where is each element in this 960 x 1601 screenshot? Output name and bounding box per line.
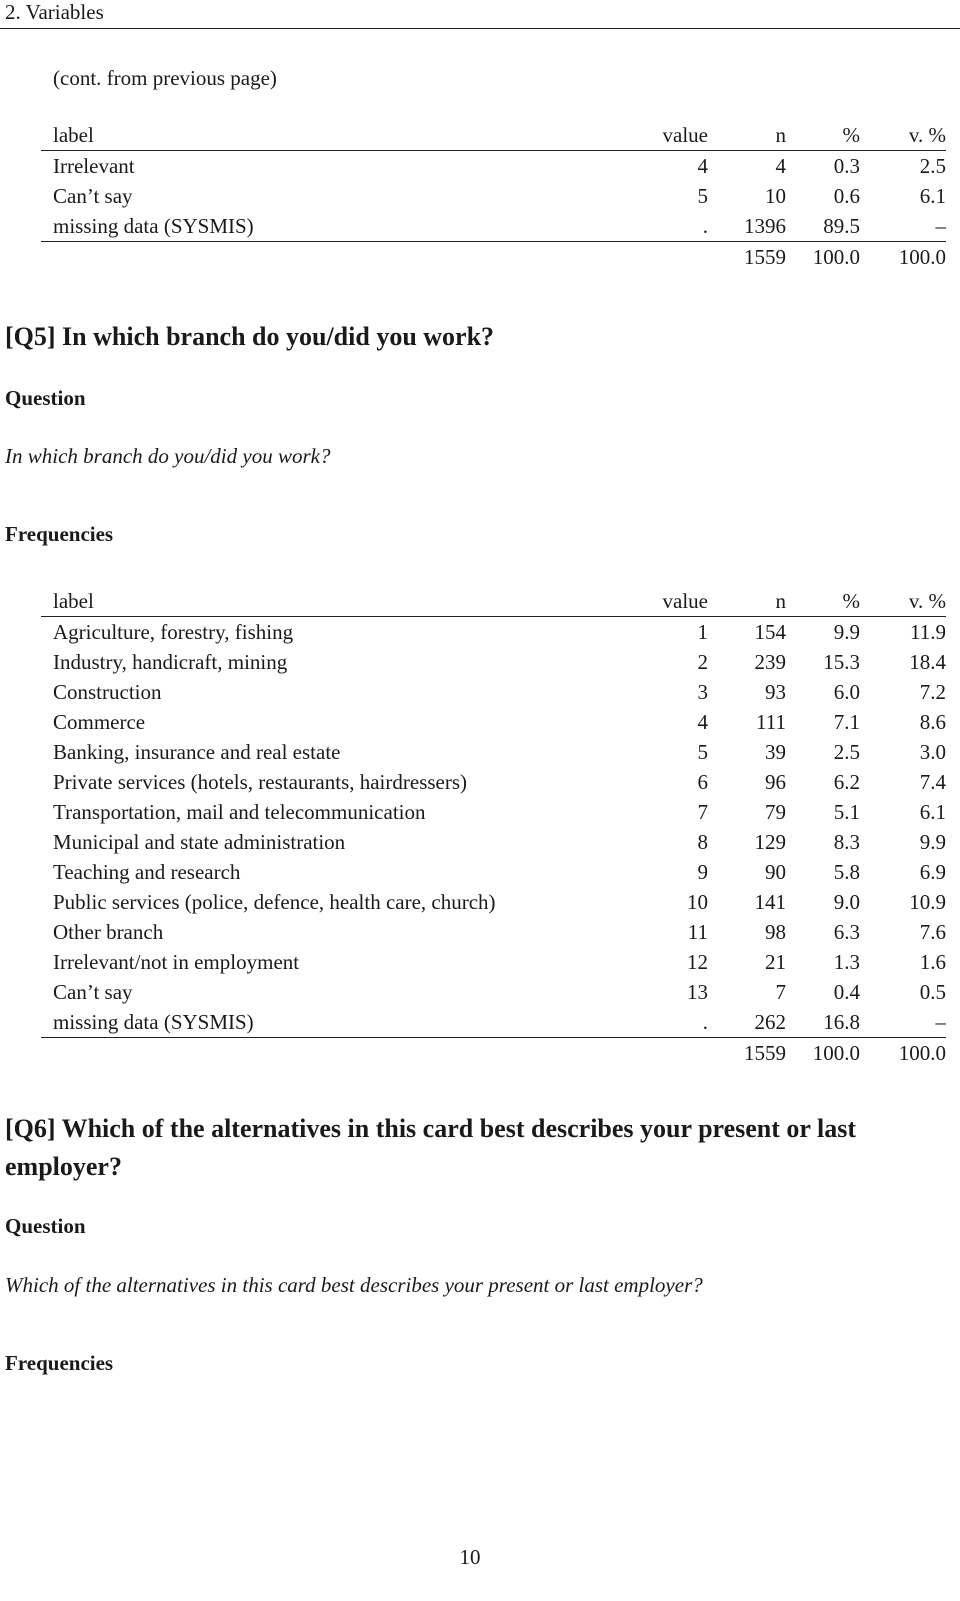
- cell-n: 262: [708, 1007, 786, 1038]
- continuation-note: (cont. from previous page): [53, 66, 277, 90]
- cell-vpct: –: [860, 1007, 946, 1038]
- cell-pct: 89.5: [786, 211, 860, 242]
- column-header-valid-percent: v. %: [860, 120, 946, 151]
- table-row: [41, 677, 946, 707]
- cell-n: 4: [775, 154, 786, 178]
- cell-label: Can’t say: [53, 980, 133, 1004]
- cell-label: Irrelevant/not in employment: [53, 950, 300, 974]
- table-row: [41, 1007, 946, 1038]
- cell-label: Private services (hotels, restaurants, hairdressers): [53, 770, 468, 794]
- cell-n: 129: [754, 830, 786, 854]
- cell-n: 154: [754, 620, 786, 644]
- total-vpct: 100.0: [898, 1041, 946, 1065]
- q5-section-title: [Q5] In which branch do you/did you work?: [5, 322, 495, 351]
- total-n: 1559: [744, 1041, 786, 1065]
- cell-pct: 2.5: [833, 740, 860, 764]
- table-row: [41, 181, 946, 211]
- cell-vpct: 6.1: [919, 800, 946, 824]
- column-header-n: n: [708, 120, 786, 151]
- table-row: [41, 917, 946, 947]
- cell-n: 39: [765, 740, 786, 764]
- cell-vpct: 7.2: [919, 680, 946, 704]
- cell-label: Municipal and state administration: [53, 830, 346, 854]
- table-row: [41, 797, 946, 827]
- cell-value: 10: [687, 890, 708, 914]
- cell-pct: 7.1: [833, 710, 860, 734]
- cell-value: 8: [697, 830, 708, 854]
- column-header-percent: %: [786, 586, 860, 617]
- cell-pct: 5.8: [833, 860, 860, 884]
- total-pct: 100.0: [812, 1041, 860, 1065]
- cell-n: 111: [756, 710, 786, 734]
- cell-label: Industry, handicraft, mining: [53, 650, 288, 674]
- cell-label: Can’t say: [53, 184, 133, 208]
- column-header-percent: %: [786, 120, 860, 151]
- table-row: [41, 767, 946, 797]
- column-header-value: value: [613, 120, 708, 151]
- cell-label: Other branch: [53, 920, 164, 944]
- cell-value: 12: [687, 950, 708, 974]
- cell-value: 2: [697, 650, 708, 674]
- table-row: [41, 211, 946, 242]
- cell-value: .: [613, 1007, 708, 1038]
- cell-label: Public services (police, defence, health care, church): [53, 890, 496, 914]
- cell-vpct: –: [860, 211, 946, 242]
- table-row: [41, 827, 946, 857]
- total-n: 1559: [744, 245, 786, 269]
- table-row: [41, 151, 946, 182]
- cell-vpct: 1.6: [919, 950, 946, 974]
- table-row: [41, 947, 946, 977]
- cell-value: 1: [697, 620, 708, 644]
- cell-label: Agriculture, forestry, fishing: [53, 620, 294, 644]
- cell-n: 79: [765, 800, 786, 824]
- q5-frequencies-heading: Frequencies: [5, 522, 114, 546]
- total-empty-cell: [41, 242, 613, 273]
- cell-pct: 16.8: [786, 1007, 860, 1038]
- cell-vpct: 10.9: [909, 890, 946, 914]
- cell-value: 7: [697, 800, 708, 824]
- cell-value: 5: [697, 184, 708, 208]
- cell-label: Irrelevant: [53, 154, 135, 178]
- table-total-row: [41, 242, 946, 273]
- cell-label: Commerce: [53, 710, 146, 734]
- cell-vpct: 7.6: [919, 920, 946, 944]
- cell-vpct: 9.9: [919, 830, 946, 854]
- cell-n: 10: [765, 184, 786, 208]
- cell-n: 98: [765, 920, 786, 944]
- cell-pct: 9.0: [833, 890, 860, 914]
- cell-pct: 6.3: [833, 920, 860, 944]
- cell-pct: 6.2: [833, 770, 860, 794]
- q6-frequencies-heading: Frequencies: [5, 1351, 114, 1375]
- cell-vpct: 6.9: [919, 860, 946, 884]
- cell-vpct: 6.1: [919, 184, 946, 208]
- running-head: 2. Variables: [5, 0, 104, 24]
- column-header-value: value: [613, 586, 708, 617]
- total-empty-cell: [613, 1038, 708, 1069]
- cell-pct: 0.3: [833, 154, 860, 178]
- cell-vpct: 8.6: [919, 710, 946, 734]
- cell-value: 6: [697, 770, 708, 794]
- column-header-n: n: [708, 586, 786, 617]
- cell-label: Banking, insurance and real estate: [53, 740, 341, 764]
- cell-pct: 1.3: [833, 950, 860, 974]
- cell-n: 239: [754, 650, 786, 674]
- cell-pct: 0.4: [833, 980, 860, 1004]
- table-header-row: [41, 586, 946, 617]
- cell-vpct: 18.4: [909, 650, 946, 674]
- cell-value: 9: [697, 860, 708, 884]
- total-empty-cell: [613, 242, 708, 273]
- cell-vpct: 7.4: [919, 770, 946, 794]
- cell-value: 4: [697, 154, 708, 178]
- cell-n: 93: [765, 680, 786, 704]
- cell-value: 13: [687, 980, 708, 1004]
- cell-n: 96: [765, 770, 786, 794]
- table-row: [41, 707, 946, 737]
- cell-label: missing data (SYSMIS): [41, 211, 613, 242]
- table-row: [41, 887, 946, 917]
- cell-value: .: [613, 211, 708, 242]
- cell-label: Construction: [53, 680, 162, 704]
- table-row: [41, 857, 946, 887]
- cell-n: 141: [754, 890, 786, 914]
- cell-vpct: 11.9: [910, 620, 946, 644]
- cell-vpct: 0.5: [919, 980, 946, 1004]
- total-vpct: 100.0: [898, 245, 946, 269]
- q6-question-heading: Question: [5, 1214, 86, 1238]
- total-pct: 100.0: [812, 245, 860, 269]
- cell-value: 5: [697, 740, 708, 764]
- table-total-row: [41, 1038, 946, 1069]
- header-rule: [0, 28, 960, 29]
- q6-section-title: [Q6] Which of the alternatives in this card best describes your present or last employer?: [5, 1114, 856, 1181]
- cell-value: 4: [697, 710, 708, 734]
- cell-n: 1396: [708, 211, 786, 242]
- q5-question-text: In which branch do you/did you work?: [5, 444, 331, 468]
- column-header-valid-percent: v. %: [860, 586, 946, 617]
- column-header-label: label: [41, 120, 613, 151]
- cell-n: 7: [775, 980, 786, 1004]
- cell-label: Teaching and research: [53, 860, 241, 884]
- cell-label: Transportation, mail and telecommunication: [53, 800, 426, 824]
- q6-question-text: Which of the alternatives in this card best describes your present or last employer?: [5, 1273, 703, 1297]
- q5-frequency-table: [41, 586, 946, 1068]
- cell-vpct: 2.5: [919, 154, 946, 178]
- cell-n: 21: [765, 950, 786, 974]
- table-row: [41, 617, 946, 648]
- cell-vpct: 3.0: [919, 740, 946, 764]
- q5-question-heading: Question: [5, 386, 86, 410]
- cell-pct: 15.3: [823, 650, 860, 674]
- page-number: 10: [459, 1545, 481, 1569]
- table-header-row: [41, 120, 946, 151]
- table-row: [41, 977, 946, 1007]
- cell-value: 3: [697, 680, 708, 704]
- cell-value: 11: [687, 920, 708, 944]
- cell-pct: 6.0: [833, 680, 860, 704]
- table-row: [41, 647, 946, 677]
- frequency-table-continued: [41, 120, 946, 272]
- cell-pct: 0.6: [833, 184, 860, 208]
- table-row: [41, 737, 946, 767]
- total-empty-cell: [41, 1038, 613, 1069]
- column-header-label: label: [41, 586, 613, 617]
- cell-n: 90: [765, 860, 786, 884]
- cell-pct: 5.1: [833, 800, 860, 824]
- cell-label: missing data (SYSMIS): [41, 1007, 613, 1038]
- cell-pct: 9.9: [833, 620, 860, 644]
- cell-pct: 8.3: [833, 830, 860, 854]
